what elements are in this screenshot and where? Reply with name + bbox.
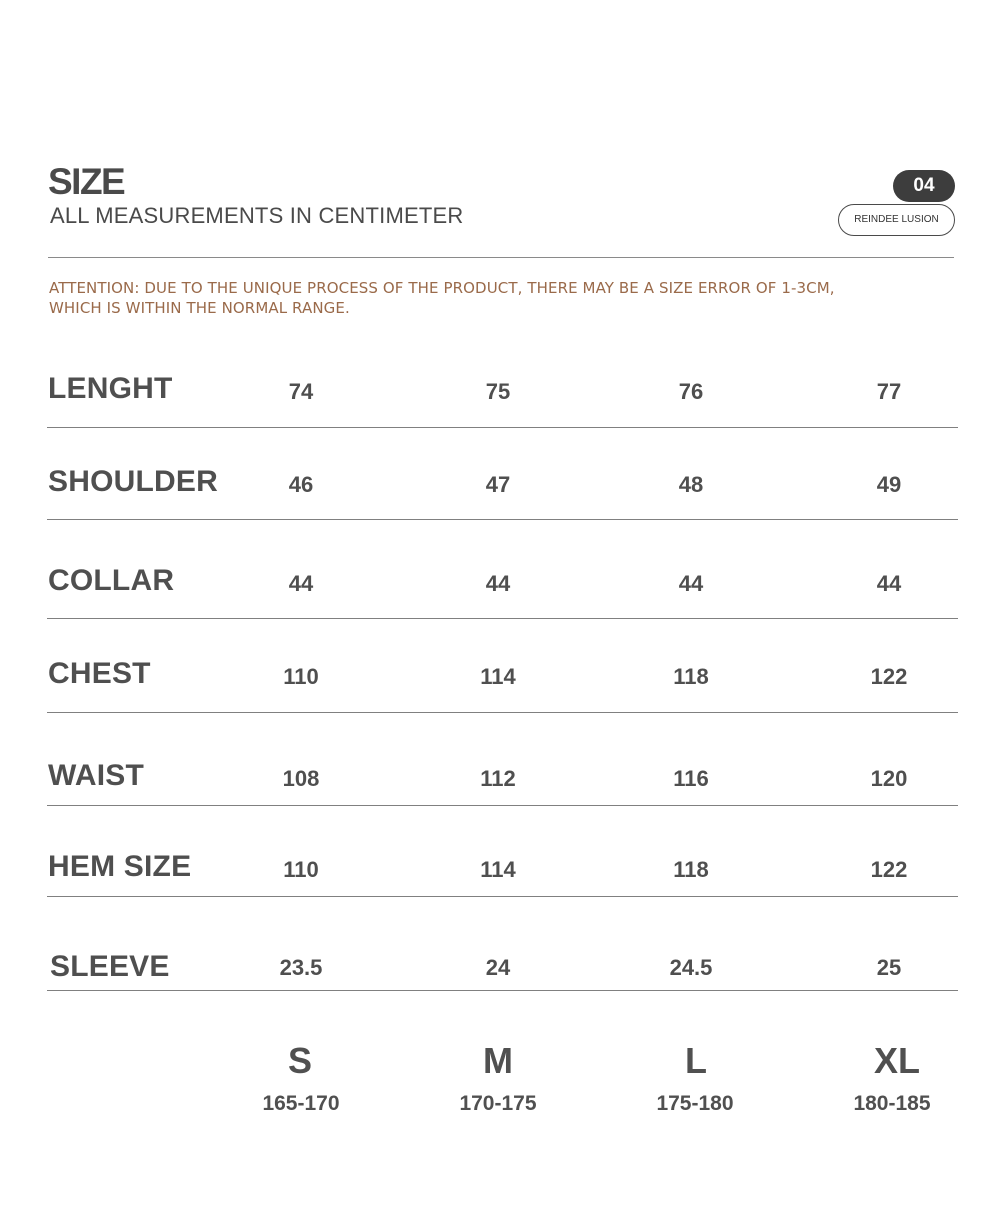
table-cell: 118	[673, 664, 709, 689]
table-cell: 47	[485, 472, 511, 497]
row-divider	[47, 805, 958, 806]
row-label: CHEST	[48, 657, 151, 690]
table-cell: 110	[283, 857, 319, 882]
table-cell: 114	[480, 857, 516, 882]
size-letter: M	[483, 1040, 513, 1081]
size-letter: XL	[873, 1040, 920, 1081]
brand-badge: REINDEE LUSION	[838, 204, 955, 236]
table-cell: 116	[673, 766, 709, 791]
attention-note	[49, 278, 949, 318]
page-subtitle: ALL MEASUREMENTS IN CENTIMETER	[50, 203, 464, 228]
row-label: HEM SIZE	[48, 850, 192, 883]
page-number-badge: 04	[893, 170, 955, 202]
table-cell: 77	[876, 379, 902, 404]
table-cell: 48	[678, 472, 704, 497]
attention-line-1: ATTENTION: DUE TO THE UNIQUE PROCESS OF THE PRODUCT, THERE MAY BE A SIZE ERROR OF 1-3CM,	[49, 279, 835, 297]
table-cell: 118	[673, 857, 709, 882]
row-label: SHOULDER	[48, 465, 218, 498]
table-cell: 24	[485, 955, 511, 980]
height-range: 175-180	[656, 1092, 734, 1115]
attention-line-2: WHICH IS WITHIN THE NORMAL RANGE.	[49, 299, 350, 317]
table-cell: 108	[282, 766, 320, 791]
page-title: SIZE	[48, 161, 125, 202]
table-cell: 23.5	[279, 955, 323, 980]
table-cell: 114	[480, 664, 516, 689]
table-cell: 44	[288, 571, 314, 596]
size-letter: L	[685, 1040, 707, 1081]
row-divider	[47, 712, 958, 713]
table-cell: 74	[288, 379, 314, 404]
table-cell: 122	[870, 857, 908, 882]
height-range: 165-170	[262, 1092, 340, 1115]
table-cell: 24.5	[669, 955, 713, 980]
row-divider	[47, 427, 958, 428]
table-cell: 122	[870, 664, 908, 689]
row-label: SLEEVE	[50, 950, 170, 983]
height-range: 170-175	[459, 1092, 537, 1115]
table-cell: 44	[485, 571, 511, 596]
row-label: COLLAR	[48, 564, 175, 597]
row-divider	[47, 519, 958, 520]
table-cell: 44	[876, 571, 902, 596]
table-cell: 49	[876, 472, 902, 497]
table-cell: 112	[480, 766, 516, 791]
table-cell: 120	[870, 766, 908, 791]
table-cell: 76	[678, 379, 704, 404]
table-cell: 110	[283, 664, 319, 689]
height-range: 180-185	[853, 1092, 931, 1115]
size-letter: S	[287, 1040, 312, 1081]
row-label: LENGHT	[48, 372, 173, 405]
table-cell: 25	[876, 955, 902, 980]
header-divider	[48, 257, 954, 258]
table-cell: 44	[678, 571, 704, 596]
row-divider	[47, 618, 958, 619]
row-label: WAIST	[48, 759, 144, 792]
row-divider	[47, 990, 958, 991]
table-cell: 75	[485, 379, 511, 404]
row-divider	[47, 896, 958, 897]
table-cell: 46	[288, 472, 314, 497]
